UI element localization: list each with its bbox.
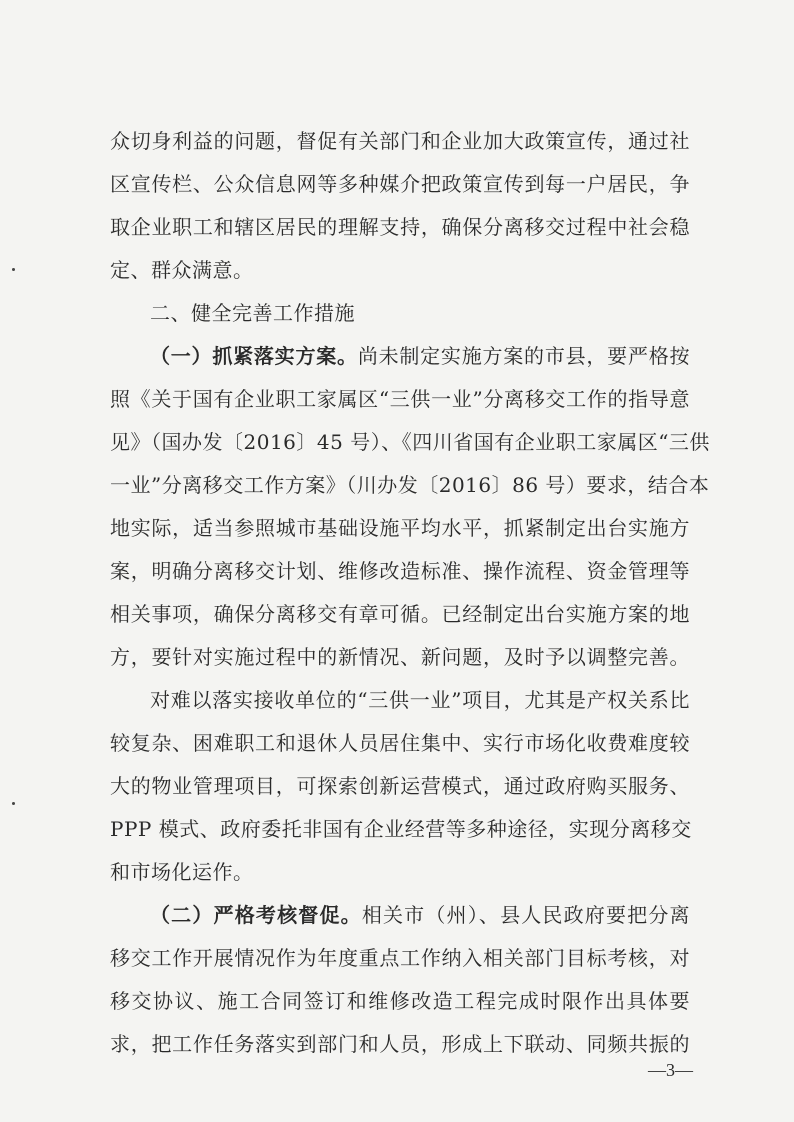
scan-speck bbox=[12, 268, 15, 271]
scan-speck bbox=[12, 802, 15, 805]
paragraph4-line-2: 移交工作开展情况作为年度重点工作纳入相关部门目标考核，对 bbox=[110, 946, 690, 970]
paragraph4-first-line-rest: 相关市（州）、县人民政府要把分离 bbox=[361, 903, 691, 927]
paragraph2-line-6: 案，明确分离移交计划、维修改造标准、操作流程、资金管理等 bbox=[110, 559, 690, 583]
paragraph3-line-3: 大的物业管理项目，可探索创新运营模式，通过政府购买服务、 bbox=[110, 774, 690, 798]
paragraph2-line-5: 地实际，适当参照城市基础设施平均水平，抓紧制定出台实施方 bbox=[110, 516, 690, 540]
paragraph3-line-2: 较复杂、困难职工和退休人员居住集中、实行市场化收费难度较 bbox=[110, 731, 690, 755]
paragraph1-line-1: 众切身利益的问题，督促有关部门和企业加大政策宣传，通过社 bbox=[110, 129, 690, 153]
paragraph3-line-4: PPP 模式、政府委托非国有企业经营等多种途径，实现分离移交 bbox=[110, 817, 692, 841]
paragraph1-line-4: 定、群众满意。 bbox=[110, 258, 254, 282]
paragraph3-line-5: 和市场化运作。 bbox=[110, 860, 254, 884]
section-heading: 二、健全完善工作措施 bbox=[150, 301, 355, 325]
paragraph4-line-4: 求，把工作任务落实到部门和人员，形成上下联动、同频共振的 bbox=[110, 1032, 690, 1056]
paragraph2-line-2: 照《关于国有企业职工家属区“三供一业”分离移交工作的指导意 bbox=[110, 387, 690, 411]
page-number: —3— bbox=[648, 1060, 693, 1080]
paragraph4-line-1 bbox=[150, 901, 690, 929]
paragraph2-first-line-rest: 尚未制定实施方案的市县，要严格按 bbox=[357, 344, 691, 368]
paragraph1-line-2: 区宣传栏、公众信息网等多种媒介把政策宣传到每一户居民，争 bbox=[110, 172, 690, 196]
paragraph1-line-3: 取企业职工和辖区居民的理解支持，确保分离移交过程中社会稳 bbox=[110, 215, 690, 239]
paragraph2-line-1 bbox=[150, 342, 690, 370]
paragraph2-line-4: 一业”分离移交工作方案》（川办发〔2016〕86 号）要求，结合本 bbox=[110, 473, 710, 497]
paragraph4-bold-lead: （二）严格考核督促。 bbox=[150, 903, 362, 927]
paragraph3-line-1: 对难以落实接收单位的“三供一业”项目，尤其是产权关系比 bbox=[150, 688, 690, 712]
paragraph2-line-8: 方，要针对实施过程中的新情况、新问题，及时予以调整完善。 bbox=[110, 645, 690, 669]
paragraph2-line-3: 见》（国办发〔2016〕45 号）、《四川省国有企业职工家属区“三供 bbox=[110, 430, 710, 454]
paragraph2-bold-lead: （一）抓紧落实方案。 bbox=[150, 344, 358, 368]
paragraph2-line-7: 相关事项，确保分离移交有章可循。已经制定出台实施方案的地 bbox=[110, 602, 690, 626]
paragraph4-line-3: 移交协议、施工合同签订和维修改造工程完成时限作出具体要 bbox=[110, 989, 690, 1013]
